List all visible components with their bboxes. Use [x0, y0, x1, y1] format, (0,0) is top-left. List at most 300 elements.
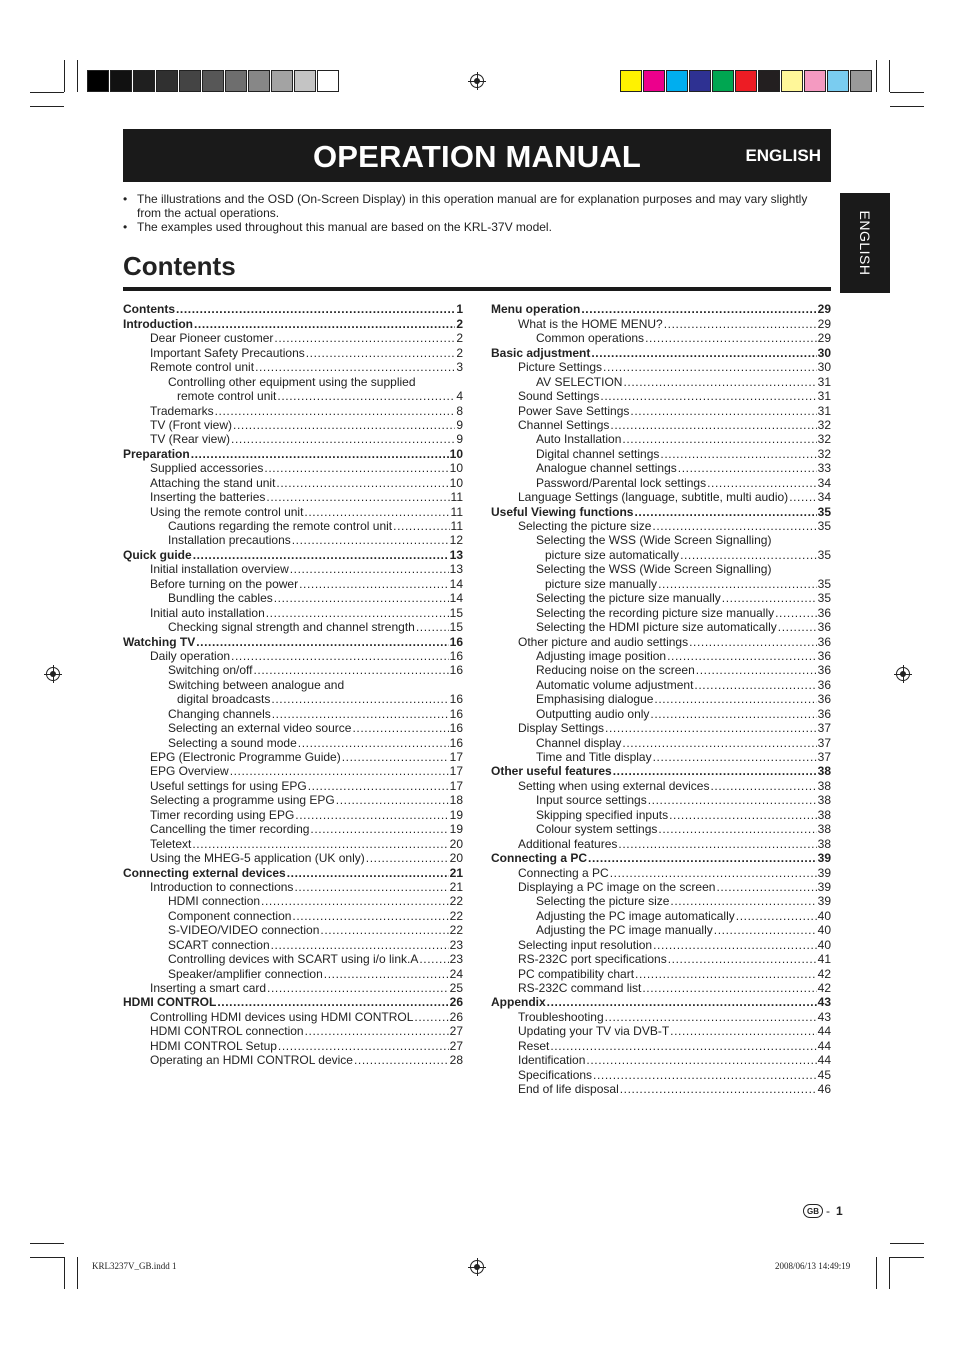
toc-entry[interactable] — [123, 547, 463, 561]
toc-entry-label: Outputting audio only — [536, 706, 650, 721]
toc-entry[interactable] — [491, 461, 831, 475]
toc-entry-label: HDMI connection — [168, 894, 261, 909]
toc-entry[interactable] — [491, 576, 831, 590]
toc-entry-label: Using the remote control unit — [150, 504, 304, 519]
toc-entry-label: Controlling HDMI devices using HDMI CONTROL — [150, 1009, 414, 1024]
toc-leader-dots — [678, 461, 817, 475]
toc-leader-dots — [670, 894, 816, 908]
toc-leader-dots — [618, 837, 816, 851]
page-number — [803, 1204, 843, 1218]
toc-entry-label: Switching on/off — [168, 663, 253, 678]
toc-entry[interactable] — [123, 937, 463, 951]
toc-entry-page: 16 — [449, 706, 463, 721]
toc-entry[interactable] — [491, 750, 831, 764]
toc-entry[interactable] — [123, 360, 463, 374]
toc-entry-page: 31 — [817, 389, 831, 404]
toc-entry[interactable] — [123, 750, 463, 764]
toc-leader-dots — [264, 461, 448, 475]
toc-entry[interactable] — [123, 620, 463, 634]
toc-entry[interactable] — [491, 880, 831, 894]
toc-leader-dots — [352, 721, 448, 735]
toc-leader-dots — [603, 360, 817, 374]
toc-entry-label: RS-232C port specifications — [518, 952, 667, 967]
toc-entry-page: 32 — [817, 417, 831, 432]
toc-entry-page: 17 — [449, 750, 463, 764]
toc-entry[interactable] — [491, 446, 831, 460]
toc-leader-dots — [255, 360, 455, 374]
toc-entry-page: 25 — [449, 981, 463, 995]
toc-entry-label: Menu operation — [491, 302, 581, 317]
toc-entry[interactable] — [491, 345, 831, 359]
toc-entry[interactable] — [491, 634, 831, 648]
toc-entry-label: Display Settings — [518, 721, 605, 736]
toc-entry-page: 35 — [817, 547, 831, 562]
toc-entry-label: EPG Overview — [150, 764, 229, 779]
footer-filename: KRL3237V_GB.indd 1 — [92, 1261, 177, 1271]
toc-leader-dots — [354, 1053, 449, 1067]
toc-entry[interactable] — [123, 1024, 463, 1038]
toc-entry[interactable] — [491, 663, 831, 677]
toc-entry[interactable] — [123, 519, 463, 533]
toc-entry-label: Auto Installation — [536, 432, 622, 447]
toc-entry[interactable] — [123, 605, 463, 619]
toc-entry[interactable] — [123, 1038, 463, 1052]
toc-entry-label: Quick guide — [123, 547, 192, 562]
toc-leader-dots — [775, 606, 817, 620]
toc-entry-page: 35 — [817, 576, 831, 591]
language-label: ENGLISH — [745, 146, 821, 165]
toc-leader-dots — [196, 635, 448, 649]
color-swatch — [202, 70, 224, 92]
toc-entry-page: 16 — [449, 648, 463, 663]
toc-leader-dots — [274, 591, 449, 605]
toc-entry-page: 11 — [450, 490, 463, 505]
toc-entry-page: 12 — [449, 533, 463, 548]
toc-entry-page: 30 — [817, 360, 831, 375]
toc-right-column — [491, 302, 831, 1096]
color-swatch — [271, 70, 293, 92]
toc-leader-dots — [292, 909, 448, 923]
toc-entry[interactable] — [123, 533, 463, 547]
toc-entry-label: Selecting the WSS (Wide Screen Signalling) — [536, 533, 772, 548]
toc-entry[interactable] — [123, 851, 463, 865]
toc-entry-page: 35 — [817, 519, 831, 533]
toc-entry[interactable] — [491, 937, 831, 951]
toc-entry[interactable] — [123, 591, 463, 605]
toc-entry[interactable] — [123, 908, 463, 922]
toc-entry-label: Speaker/amplifier connection — [168, 966, 323, 981]
color-swatch — [87, 70, 109, 92]
toc-entry-label: Selecting input resolution — [518, 937, 653, 952]
toc-entry-label: Selecting a programme using EPG — [150, 793, 335, 808]
toc-entry-label: TV (Front view) — [150, 417, 233, 432]
color-swatch — [666, 70, 688, 92]
toc-entry-page: 26 — [449, 1009, 463, 1024]
toc-entry[interactable] — [491, 591, 831, 605]
toc-entry[interactable] — [123, 677, 463, 691]
toc-entry-label: Adjusting image position — [536, 648, 667, 663]
toc-entry[interactable] — [123, 663, 463, 677]
toc-entry-page: 39 — [817, 865, 831, 880]
toc-entry-label: Useful Viewing functions — [491, 504, 634, 519]
toc-entry-page: 31 — [817, 403, 831, 418]
toc-entry-label: What is the HOME MENU? — [518, 316, 663, 331]
toc-entry-page: 10 — [449, 475, 463, 490]
toc-entry[interactable] — [491, 418, 831, 432]
toc-leader-dots — [710, 779, 816, 793]
toc-entry-label: Initial installation overview — [150, 562, 289, 577]
toc-entry-label: Reset — [518, 1038, 550, 1053]
toc-entry-page: 31 — [817, 374, 831, 389]
registration-mark-left — [46, 667, 60, 681]
toc-entry-label: S-VIDEO/VIDEO connection — [168, 923, 320, 938]
toc-entry[interactable] — [491, 981, 831, 995]
toc-entry[interactable] — [123, 706, 463, 720]
toc-entry-page: 37 — [817, 750, 831, 764]
toc-entry[interactable] — [491, 677, 831, 691]
toc-entry-page: 44 — [817, 1024, 831, 1039]
toc-entry-page: 43 — [817, 1009, 831, 1024]
toc-entry-label: Changing channels — [168, 706, 271, 721]
toc-entry-label: Selecting an external video source — [168, 721, 352, 736]
side-tab-label: ENGLISH — [857, 210, 873, 276]
toc-entry[interactable] — [123, 836, 463, 850]
toc-entry[interactable] — [491, 331, 831, 345]
toc-entry-label: Selecting the picture size — [536, 894, 670, 909]
toc-entry-page: 10 — [449, 446, 463, 461]
toc-entry[interactable] — [491, 735, 831, 749]
toc-entry[interactable] — [491, 692, 831, 706]
toc-entry-label: Sound Settings — [518, 389, 600, 404]
toc-entry[interactable] — [491, 865, 831, 879]
toc-entry[interactable] — [123, 331, 463, 345]
toc-entry[interactable] — [123, 807, 463, 821]
toc-entry-label: Identification — [518, 1053, 586, 1068]
toc-leader-dots — [547, 995, 817, 1009]
toc-leader-dots — [591, 346, 816, 360]
toc-leader-dots — [600, 389, 816, 403]
toc-entry[interactable] — [491, 519, 831, 533]
toc-leader-dots — [192, 837, 448, 851]
toc-entry-label: Selecting the recording picture size manually — [536, 605, 775, 620]
toc-entry-label: Analogue channel settings — [536, 461, 677, 476]
toc-entry-page: 38 — [817, 822, 831, 837]
toc-entry[interactable] — [491, 952, 831, 966]
toc-leader-dots — [581, 302, 816, 316]
toc-entry[interactable] — [123, 576, 463, 590]
toc-entry-label: Switching between analogue and — [168, 677, 345, 692]
toc-entry-label: Additional features — [518, 836, 618, 851]
toc-leader-dots — [586, 1053, 816, 1067]
toc-entry[interactable] — [491, 1067, 831, 1081]
color-swatch — [735, 70, 757, 92]
gb-badge: GB — [803, 1204, 823, 1218]
toc-entry-label: RS-232C command list — [518, 981, 642, 995]
toc-entry-page: 36 — [817, 677, 831, 692]
toc-entry-label: Using the MHEG-5 application (UK only) — [150, 851, 365, 866]
toc-entry-label: Connecting a PC — [518, 865, 609, 880]
toc-leader-dots — [664, 317, 817, 331]
toc-leader-dots — [290, 562, 449, 576]
toc-entry-label: Component connection — [168, 908, 292, 923]
toc-entry-label: Controlling devices with SCART using i/o link.A — [168, 952, 419, 967]
toc-entry[interactable] — [491, 316, 831, 330]
toc-entry[interactable] — [123, 562, 463, 576]
toc-leader-dots — [634, 505, 816, 519]
toc-entry[interactable] — [123, 1053, 463, 1067]
toc-entry-label: Channel display — [536, 735, 622, 750]
toc-entry-label: Connecting external devices — [123, 865, 286, 880]
toc-entry-label: picture size manually — [545, 576, 658, 591]
toc-leader-dots — [635, 967, 817, 981]
toc-entry-page: 44 — [817, 1038, 831, 1053]
toc-entry[interactable] — [123, 475, 463, 489]
toc-entry[interactable] — [491, 778, 831, 792]
toc-entry-label: Operating an HDMI CONTROL device — [150, 1053, 353, 1068]
toc-leader-dots — [266, 606, 449, 620]
toc-entry[interactable] — [123, 1009, 463, 1023]
toc-entry-page: 23 — [449, 937, 463, 952]
toc-entry[interactable] — [491, 302, 831, 316]
toc-leader-dots — [299, 577, 449, 591]
toc-entry[interactable] — [123, 634, 463, 648]
registration-mark-top — [470, 74, 484, 88]
heading-rule — [123, 287, 831, 291]
toc-entry[interactable] — [491, 360, 831, 374]
toc-leader-dots — [605, 1010, 817, 1024]
toc-entry-label: Picture Settings — [518, 360, 603, 375]
toc-entry[interactable] — [491, 923, 831, 937]
toc-entry[interactable] — [491, 533, 831, 547]
toc-entry[interactable] — [123, 764, 463, 778]
toc-entry-label: Common operations — [536, 331, 645, 346]
toc-entry[interactable] — [123, 981, 463, 995]
toc-entry[interactable] — [491, 490, 831, 504]
toc-entry-page: 17 — [449, 778, 463, 793]
toc-entry-label: Watching TV — [123, 634, 196, 649]
toc-entry[interactable] — [491, 620, 831, 634]
toc-entry-page: 38 — [817, 764, 831, 779]
toc-entry-label: Other picture and audio settings — [518, 634, 689, 649]
process-color-bar — [620, 70, 873, 92]
toc-entry-label: Remote control unit — [150, 360, 255, 375]
toc-entry[interactable] — [491, 432, 831, 446]
toc-entry[interactable] — [491, 1082, 831, 1096]
toc-entry[interactable] — [123, 490, 463, 504]
toc-entry-label: Controlling other equipment using the supplied — [168, 374, 416, 389]
toc-entry-page: 20 — [449, 851, 463, 866]
toc-entry-page: 15 — [449, 605, 463, 620]
toc-entry-page: 39 — [817, 879, 831, 894]
toc-leader-dots — [654, 692, 816, 706]
toc-entry[interactable] — [123, 923, 463, 937]
toc-entry-label: picture size automatically — [545, 547, 680, 562]
color-swatch — [156, 70, 178, 92]
toc-leader-dots — [670, 1024, 816, 1038]
toc-entry[interactable] — [123, 389, 463, 403]
toc-entry-page: 15 — [449, 620, 463, 635]
toc-entry-label: HDMI CONTROL — [123, 995, 217, 1010]
toc-entry-page: 39 — [817, 851, 831, 866]
toc-entry-label: digital broadcasts — [177, 692, 271, 707]
toc-entry-label: Timer recording using EPG — [150, 807, 295, 822]
toc-entry[interactable] — [491, 995, 831, 1009]
toc-leader-dots — [414, 1010, 448, 1024]
toc-entry[interactable] — [123, 880, 463, 894]
toc-entry[interactable] — [123, 778, 463, 792]
toc-leader-dots — [342, 750, 449, 764]
toc-leader-dots — [613, 764, 817, 778]
color-swatch — [827, 70, 849, 92]
toc-entry-label: Dear Pioneer customer — [150, 331, 274, 346]
toc-entry[interactable] — [491, 894, 831, 908]
toc-entry-page: 33 — [817, 461, 831, 476]
toc-entry[interactable] — [491, 836, 831, 850]
title-bar — [123, 129, 831, 182]
toc-entry[interactable] — [123, 894, 463, 908]
toc-leader-dots — [722, 591, 817, 605]
toc-entry-page: 45 — [817, 1067, 831, 1082]
footer-timestamp: 2008/06/13 14:49:19 — [775, 1261, 851, 1271]
toc-entry[interactable] — [123, 865, 463, 879]
toc-leader-dots — [736, 909, 817, 923]
toc-entry-label: Inserting the batteries — [150, 490, 266, 505]
toc-entry[interactable] — [491, 403, 831, 417]
toc-leader-dots — [215, 404, 456, 418]
toc-entry-page: 39 — [817, 894, 831, 909]
toc-entry[interactable] — [123, 302, 463, 316]
toc-leader-dots — [660, 447, 816, 461]
toc-entry[interactable] — [491, 649, 831, 663]
toc-entry[interactable] — [491, 721, 831, 735]
toc-entry-page: 41 — [817, 952, 831, 967]
toc-leader-dots — [653, 750, 817, 764]
toc-entry[interactable] — [491, 966, 831, 980]
toc-entry[interactable] — [491, 1024, 831, 1038]
toc-entry-page: 11 — [450, 519, 463, 533]
toc-entry[interactable] — [123, 822, 463, 836]
toc-entry[interactable] — [491, 908, 831, 922]
toc-entry[interactable] — [123, 504, 463, 518]
toc-leader-dots — [653, 938, 817, 952]
toc-entry-page: 16 — [449, 735, 463, 750]
toc-entry[interactable] — [123, 793, 463, 807]
toc-leader-dots — [193, 548, 449, 562]
toc-entry[interactable] — [123, 316, 463, 330]
toc-entry[interactable] — [491, 504, 831, 518]
color-swatch — [689, 70, 711, 92]
toc-entry[interactable] — [491, 605, 831, 619]
toc-entry[interactable] — [491, 706, 831, 720]
toc-leader-dots — [623, 375, 816, 389]
toc-entry-page: 35 — [817, 591, 831, 606]
toc-entry-page: 2 — [456, 316, 463, 331]
toc-entry-page: 22 — [449, 923, 463, 938]
toc-leader-dots — [419, 952, 448, 966]
toc-entry[interactable] — [491, 851, 831, 865]
toc-entry[interactable] — [123, 418, 463, 432]
toc-entry[interactable] — [491, 475, 831, 489]
toc-entry[interactable] — [491, 1009, 831, 1023]
toc-entry[interactable] — [123, 446, 463, 460]
toc-entry[interactable] — [491, 374, 831, 388]
toc-entry[interactable] — [123, 995, 463, 1009]
toc-leader-dots — [294, 880, 448, 894]
toc-entry-label: Connecting a PC — [491, 851, 588, 866]
toc-entry[interactable] — [123, 692, 463, 706]
color-swatch — [133, 70, 155, 92]
toc-entry[interactable] — [491, 562, 831, 576]
contents-heading: Contents — [123, 251, 236, 281]
toc-entry-page: 2 — [456, 345, 463, 360]
color-swatch — [225, 70, 247, 92]
toc-entry-page: 16 — [449, 663, 463, 678]
color-swatch — [643, 70, 665, 92]
toc-leader-dots — [308, 779, 449, 793]
toc-entry[interactable] — [123, 403, 463, 417]
toc-entry-page: 40 — [817, 937, 831, 952]
toc-entry-page: 29 — [817, 316, 831, 331]
toc-entry-label: Setting when using external devices — [518, 778, 710, 793]
toc-entry[interactable] — [123, 721, 463, 735]
toc-entry[interactable] — [491, 1038, 831, 1052]
toc-leader-dots — [271, 938, 449, 952]
toc-leader-dots — [652, 519, 816, 533]
toc-entry-page: 9 — [456, 432, 463, 447]
toc-entry[interactable] — [123, 374, 463, 388]
toc-entry[interactable] — [491, 793, 831, 807]
toc-entry-page: 34 — [817, 475, 831, 490]
toc-entry-page: 22 — [449, 908, 463, 923]
toc-leader-dots — [610, 866, 817, 880]
toc-leader-dots — [276, 476, 448, 490]
toc-entry-page: 14 — [449, 591, 463, 606]
toc-entry-label: Troubleshooting — [518, 1009, 604, 1024]
toc-entry-page: 16 — [449, 721, 463, 736]
toc-entry-label: Checking signal strength and channel strength — [168, 620, 415, 635]
toc-entry[interactable] — [491, 822, 831, 836]
toc-entry[interactable] — [491, 807, 831, 821]
toc-entry[interactable] — [123, 649, 463, 663]
toc-entry-page: 37 — [817, 735, 831, 750]
toc-entry-page: 43 — [817, 995, 831, 1010]
toc-entry[interactable] — [491, 389, 831, 403]
toc-entry-page: 32 — [817, 432, 831, 447]
toc-entry[interactable] — [123, 952, 463, 966]
toc-entry[interactable] — [123, 735, 463, 749]
toc-leader-dots — [292, 533, 449, 547]
toc-leader-dots — [668, 952, 817, 966]
toc-leader-dots — [231, 649, 449, 663]
toc-leader-dots — [642, 981, 816, 995]
toc-entry[interactable] — [491, 547, 831, 561]
toc-entry-page: 36 — [817, 605, 831, 620]
color-swatch — [179, 70, 201, 92]
toc-leader-dots — [789, 490, 816, 504]
toc-entry-label: Other useful features — [491, 764, 612, 779]
toc-entry[interactable] — [491, 764, 831, 778]
toc-leader-dots — [305, 1024, 449, 1038]
toc-entry-label: Adjusting the PC image automatically — [536, 908, 735, 923]
toc-entry[interactable] — [123, 345, 463, 359]
toc-entry[interactable] — [123, 432, 463, 446]
toc-leader-dots — [622, 736, 816, 750]
toc-entry[interactable] — [123, 966, 463, 980]
toc-entry-label: HDMI CONTROL Setup — [150, 1038, 277, 1053]
toc-entry[interactable] — [491, 1053, 831, 1067]
toc-leader-dots — [274, 331, 455, 345]
toc-entry[interactable] — [123, 461, 463, 475]
